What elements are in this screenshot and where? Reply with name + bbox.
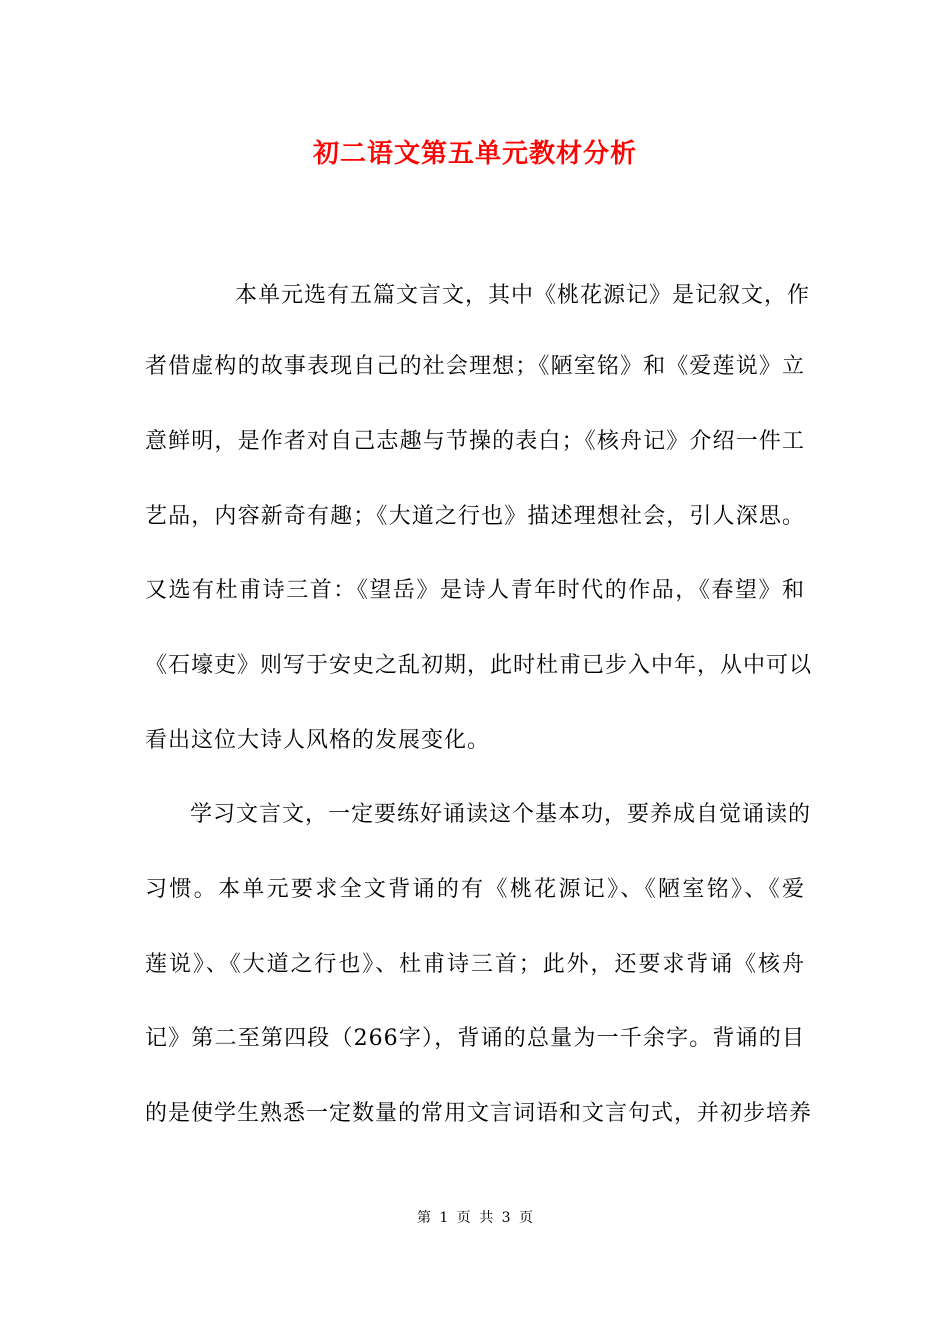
paragraph-1-line-4: 艺品，内容新奇有趣；《大道之行也》描述理想社会，引人深思。 <box>145 504 805 529</box>
paragraph-1-line-7: 看出这位大诗人风格的发展变化。 <box>145 728 491 753</box>
paragraph-2-line-2: 习惯。本单元要求全文背诵的有《桃花源记》、《陋室铭》、《爱 <box>145 877 805 902</box>
paragraph-2-line-1: 学习文言文，一定要练好诵读这个基本功，要养成自觉诵读的 <box>190 802 812 827</box>
paragraph-1-line-1: 本单元选有五篇文言文，其中《桃花源记》是记叙文，作 <box>235 283 811 308</box>
paragraph-1-line-5: 又选有杜甫诗三首：《望岳》是诗人青年时代的作品，《春望》和 <box>145 578 805 603</box>
paragraph-1-line-2: 者借虚构的故事表现自己的社会理想；《陋室铭》和《爱莲说》立 <box>145 354 805 379</box>
paragraph-2-line-5: 的是使学生熟悉一定数量的常用文言词语和文言句式，并初步培养 <box>145 1101 813 1126</box>
paragraph-2-line-3: 莲说》、《大道之行也》、杜甫诗三首；此外，还要求背诵《核舟 <box>145 952 805 977</box>
page-number: 第 1 页 共 3 页 <box>416 1210 534 1226</box>
page-title: 初二语文第五单元教材分析 <box>312 139 637 169</box>
paragraph-1-line-3: 意鲜明，是作者对自己志趣与节操的表白；《核舟记》介绍一件工 <box>145 429 805 454</box>
paragraph-1-line-6: 《石壕吏》则写于安史之乱初期，此时杜甫已步入中年，从中可以 <box>145 653 813 678</box>
paragraph-2-line-4: 记》第二至第四段（266字），背诵的总量为一千余字。背诵的目 <box>145 1026 805 1051</box>
